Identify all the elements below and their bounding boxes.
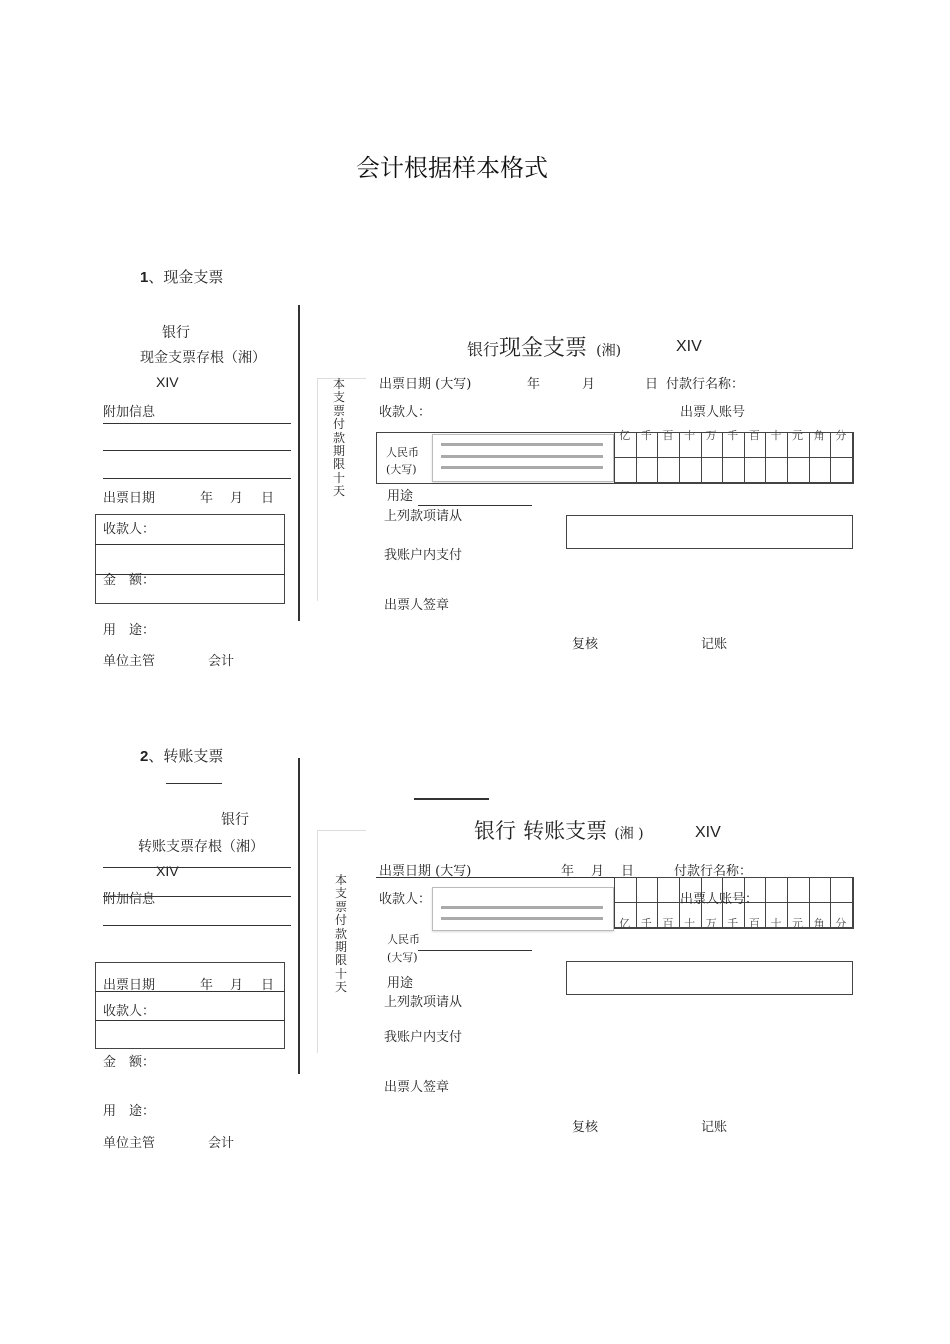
digit-label: 万 — [705, 429, 717, 442]
cheque-instruction-1: 上列款项请从 — [384, 995, 463, 1010]
drawer-signature-box[interactable] — [566, 961, 853, 995]
stub-supervisor-label: 单位主管 — [103, 1136, 156, 1151]
stub-issue-date-label: 出票日期 — [103, 978, 156, 993]
cheque-code: XIV — [676, 338, 702, 355]
cheque-title: 转账支票 — [523, 819, 608, 843]
side-note-text: 本支票付款期限十天 — [334, 873, 347, 995]
cheque-year-label: 年 — [561, 864, 575, 879]
stub-accountant-label: 会计 — [208, 1136, 235, 1151]
section-2-heading-text: 、转账支票 — [148, 747, 224, 765]
stub-bank-label: 银行 — [162, 325, 190, 341]
cheque-title: 现金支票 — [499, 336, 588, 361]
rmb-caps-label: (大写) — [386, 463, 417, 476]
stub-amount-label: 金 额： — [103, 573, 156, 588]
digit-label: 百 — [748, 917, 760, 930]
payee-row-top-line — [376, 877, 614, 878]
digit-label: 千 — [727, 917, 739, 930]
stub-box-divider-2 — [95, 1020, 285, 1021]
digit-label: 十 — [770, 429, 782, 442]
digit-label: 百 — [662, 917, 674, 930]
cheque-day-label: 日 — [621, 864, 635, 879]
amount-in-words-field[interactable] — [432, 434, 614, 482]
amount-digit-labels — [614, 427, 852, 443]
stub-extra-info-label: 附加信息 — [103, 405, 156, 420]
stub-name: 转账支票存根（湘） — [138, 839, 264, 855]
stub-bank-label: 银行 — [221, 812, 249, 828]
digit-label: 十 — [684, 917, 696, 930]
stub-purpose-label: 用 途： — [103, 623, 156, 638]
rmb-line — [418, 950, 532, 951]
cheque-region: (湘) — [596, 343, 622, 359]
digit-label: 千 — [640, 917, 652, 930]
stub-month-label: 月 — [230, 491, 244, 506]
digit-label: 十 — [684, 429, 696, 442]
section-2-number: 2 — [140, 748, 149, 765]
stub-supervisor-label: 单位主管 — [103, 654, 156, 669]
digit-label: 分 — [835, 429, 847, 442]
cheque-drawer-seal-label: 出票人签章 — [384, 1080, 450, 1095]
amount-digit-labels — [614, 915, 852, 931]
stub-year-label: 年 — [200, 978, 214, 993]
cheque-bookkeeping-label: 记账 — [701, 1120, 728, 1135]
stub-perforation-line — [298, 305, 300, 621]
cheque-instruction-2: 我账户内支付 — [384, 548, 463, 563]
stub-payee-label: 收款人： — [103, 522, 156, 537]
cheque-drawer-account-label: 出票人账号 — [680, 405, 746, 420]
amount-in-words-field[interactable] — [432, 887, 614, 931]
digit-label: 百 — [662, 429, 674, 442]
cheque-bookkeeping-label: 记账 — [701, 637, 728, 652]
digit-label: 角 — [813, 917, 825, 930]
cheque-bank-label: 银行 — [474, 819, 516, 843]
digit-label: 十 — [770, 917, 782, 930]
stub-amount-label: 金 额： — [103, 1055, 156, 1070]
digit-label: 百 — [748, 429, 760, 442]
page-title: 会计根据样本格式 — [356, 155, 548, 182]
section-2-underline — [166, 783, 222, 784]
stub-code: XIV — [156, 863, 179, 879]
stub-box-divider-1 — [95, 544, 285, 545]
rmb-caps-label: (大写) — [387, 951, 418, 964]
cheque-issue-date-label: 出票日期 (大写) — [379, 864, 472, 879]
digit-label: 亿 — [619, 429, 631, 442]
digit-label: 千 — [727, 429, 739, 442]
cheque-payee-label: 收款人： — [379, 892, 432, 907]
section-1-heading-text: 、现金支票 — [148, 268, 224, 286]
cheque-header — [467, 331, 621, 362]
cheque-year-label: 年 — [527, 377, 541, 392]
digit-label: 元 — [792, 429, 804, 442]
cheque-paying-bank-label: 付款行名称： — [666, 377, 745, 392]
cheque-month-label: 月 — [582, 377, 596, 392]
cheque-instruction-2: 我账户内支付 — [384, 1030, 463, 1045]
stub-code: XIV — [156, 374, 179, 390]
stub-extra-line-3 — [103, 925, 291, 926]
stub-day-label: 日 — [261, 491, 275, 506]
drawer-signature-box[interactable] — [566, 515, 853, 549]
digit-label: 千 — [640, 429, 652, 442]
cheque-region: (湘 ) — [614, 826, 644, 842]
section-1-heading — [140, 266, 223, 287]
stub-name: 现金支票存根（湘） — [140, 350, 266, 366]
stub-issue-date-label: 出票日期 — [103, 491, 156, 506]
stub-extra-info-label: 附加信息 — [103, 892, 156, 907]
stub-year-label: 年 — [200, 491, 214, 506]
stub-extra-line-3 — [103, 478, 291, 479]
cheque-month-label: 月 — [591, 864, 605, 879]
stub-day-label: 日 — [261, 978, 275, 993]
stub-extra-line-1 — [103, 867, 291, 868]
digit-label: 亿 — [619, 917, 631, 930]
digit-label: 元 — [792, 917, 804, 930]
cheque-day-label: 日 — [645, 377, 659, 392]
cheque-code: XIV — [695, 824, 721, 841]
cheque-drawer-seal-label: 出票人签章 — [384, 598, 450, 613]
cheque-instruction-1: 上列款项请从 — [384, 509, 463, 524]
cheque-issue-date-label: 出票日期 (大写) — [379, 377, 472, 392]
side-note-text: 本支票付款期限十天 — [332, 377, 345, 499]
cheque-purpose-label: 用途 — [387, 489, 414, 504]
cheque-drawer-account-label: 出票人账号： — [680, 892, 759, 907]
section-1-number: 1 — [140, 269, 149, 286]
cheque-paying-bank-label: 付款行名称： — [674, 864, 753, 879]
stub-accountant-label: 会计 — [208, 654, 235, 669]
section-2-heading — [140, 745, 223, 766]
cheque-header — [474, 815, 644, 845]
cheque-top-mark — [414, 798, 489, 800]
cheque-purpose-label: 用途 — [387, 976, 414, 991]
stub-extra-line-2 — [103, 896, 291, 897]
stub-payee-label: 收款人： — [103, 1004, 156, 1019]
stub-extra-line-2 — [103, 450, 291, 451]
cheque-review-label: 复核 — [572, 637, 599, 652]
stub-month-label: 月 — [230, 978, 244, 993]
cheque-review-label: 复核 — [572, 1120, 599, 1135]
digit-label: 角 — [813, 429, 825, 442]
stub-extra-line-1 — [103, 423, 291, 424]
rmb-label: 人民币 — [386, 446, 419, 459]
digit-label: 分 — [835, 917, 847, 930]
stub-perforation-line — [298, 758, 300, 1074]
stub-purpose-label: 用 途： — [103, 1104, 156, 1119]
cheque-bank-label: 银行 — [467, 340, 500, 359]
rmb-label: 人民币 — [387, 933, 420, 946]
cheque-payee-label: 收款人： — [379, 405, 432, 420]
digit-label: 万 — [705, 917, 717, 930]
